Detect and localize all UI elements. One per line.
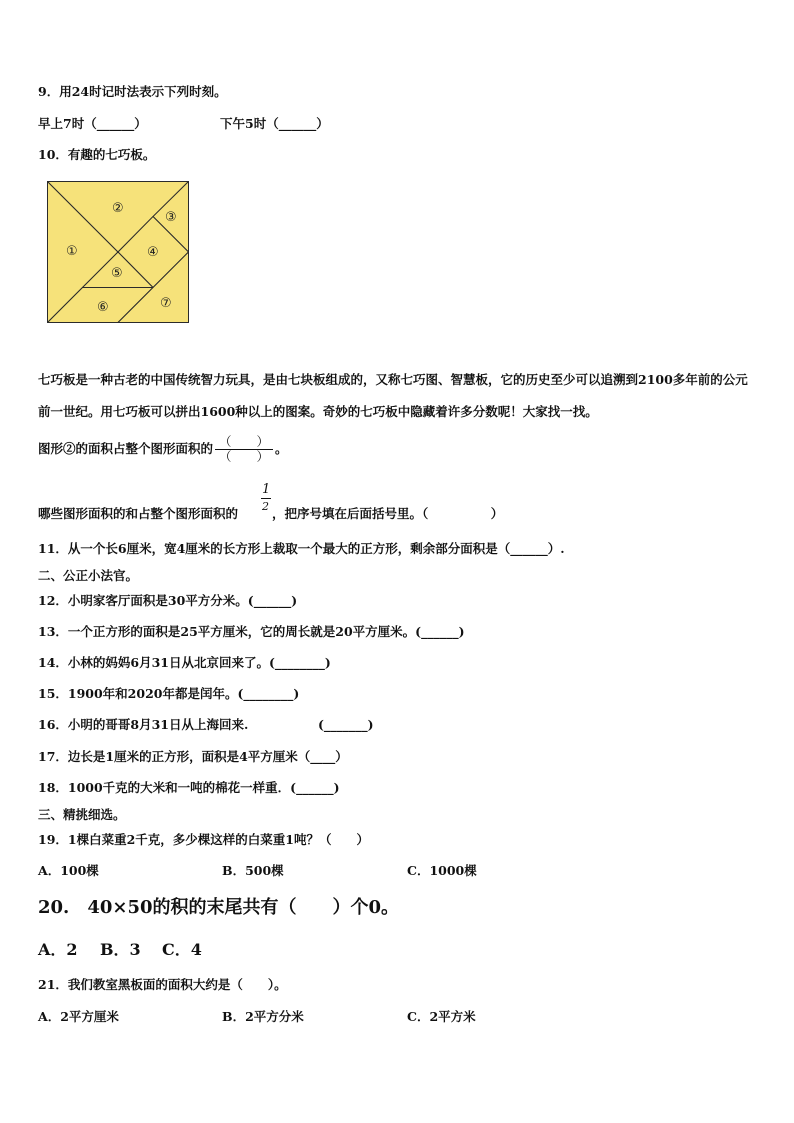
tangram-label-4: ④	[147, 245, 159, 260]
q15: 15．1900年和2020年都是闰年。(________)	[38, 686, 300, 701]
q20-stem: 20. 40×50的积的末尾共有（ ）个0。	[38, 897, 400, 918]
q16-blank: (_______)	[318, 717, 374, 732]
q9-answer-a: 早上7时（______）	[38, 116, 147, 131]
q10-title: 10．有趣的七巧板。	[38, 147, 156, 162]
section-3-heading: 三、精挑细选。	[38, 807, 126, 822]
tangram-label-3: ③	[165, 210, 177, 225]
q10-sum-question-end: ，把序号填在后面括号里。（ ）	[272, 506, 504, 521]
q10-fraction-question-text: 图形②的面积占整个图形面积的	[38, 441, 214, 456]
q9-title: 9．用24时记时法表示下列时刻。	[38, 84, 227, 99]
tangram-label-2: ②	[112, 201, 124, 216]
q9-answer-b: 下午5时（______）	[220, 116, 329, 131]
q21-stem: 21．我们教室黑板面的面积大约是（ ）。	[38, 977, 287, 992]
tangram-label-5: ⑤	[111, 266, 123, 281]
tangram-label-6: ⑥	[97, 300, 109, 315]
q16: 16．小明的哥哥8月31日从上海回来.	[38, 717, 249, 732]
q10-fraction-question	[38, 434, 288, 464]
q14: 14．小林的妈妈6月31日从北京回来了。(________)	[38, 655, 331, 670]
one-half-denominator: 2	[262, 500, 269, 513]
q21-option-a[interactable]: A．2平方厘米	[38, 1009, 119, 1024]
q19-option-a[interactable]: A．100棵	[38, 863, 99, 878]
q19-option-c[interactable]: C．1000棵	[407, 863, 477, 878]
q20-option-a[interactable]: A．2	[38, 940, 78, 959]
q21-option-c[interactable]: C．2平方米	[407, 1009, 476, 1024]
q19-option-b[interactable]: B．500棵	[222, 863, 284, 878]
q13: 13．一个正方形的面积是25平方厘米，它的周长就是20平方厘米。(______)	[38, 624, 465, 639]
q21-option-b[interactable]: B．2平方分米	[222, 1009, 304, 1024]
q19-stem: 19．1棵白菜重2千克，多少棵这样的白菜重1吨？（ ）	[38, 832, 369, 847]
blank-fraction-numerator[interactable]: （ ）	[215, 435, 273, 450]
q12: 12．小明家客厅面积是30平方分米。(______)	[38, 593, 298, 608]
tangram-label-1: ①	[66, 244, 78, 259]
tangram-figure	[47, 181, 189, 323]
blank-fraction-denominator[interactable]: （ ）	[219, 449, 270, 464]
q10-paragraph: 七巧板是一种古老的中国传统智力玩具，是由七块板组成的，又称七巧图、智慧板，它的历史至少可以追溯到2100多年前的公元前一世纪。用七巧板可以拼出1600种以上的图案。奇妙的七巧板中隐藏着许多分数呢！大家找一找。	[38, 372, 748, 419]
one-half-numerator: 1	[262, 482, 271, 497]
q18: 18．1000千克的大米和一吨的棉花一样重．(______)	[38, 780, 340, 795]
q17: 17．边长是1厘米的正方形，面积是4平方厘米（____）	[38, 749, 348, 764]
section-2-heading: 二、公正小法官。	[38, 568, 139, 583]
q10-sum-question-text: 哪些图形面积的和占整个图形面积的	[38, 506, 239, 521]
q10-fraction-question-end: 。	[275, 441, 288, 456]
one-half-bar	[261, 498, 271, 499]
q11: 11．从一个长6厘米，宽4厘米的长方形上裁取一个最大的正方形，剩余部分面积是（______）.	[38, 541, 565, 556]
tangram-label-7: ⑦	[160, 296, 172, 311]
q20-option-b[interactable]: B．3	[100, 940, 141, 959]
blank-fraction	[215, 435, 273, 464]
q20-option-c[interactable]: C．4	[162, 940, 202, 959]
